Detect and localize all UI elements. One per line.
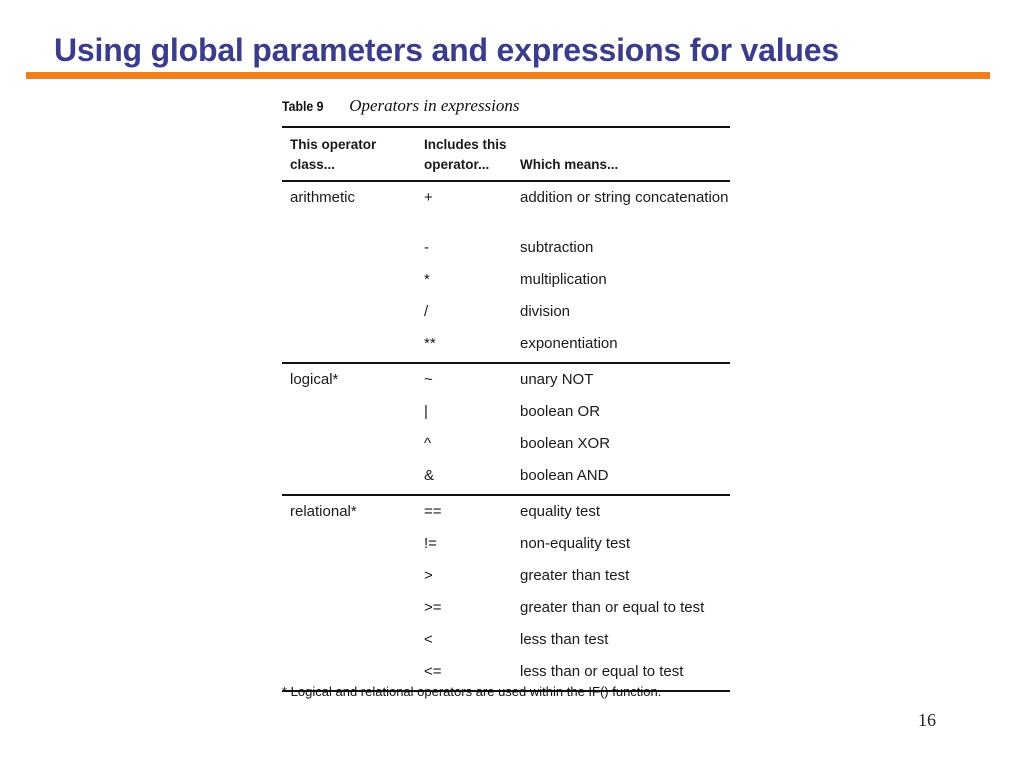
operator-cell: ** <box>424 335 436 352</box>
meaning-cell: greater than test <box>520 567 630 584</box>
header-operator-line1: Includes this <box>424 137 507 152</box>
meaning-cell: equality test <box>520 503 601 520</box>
table-header-row <box>282 127 730 181</box>
operator-cell: * <box>424 271 430 288</box>
operator-class-cell: arithmetic <box>290 189 356 206</box>
header-class-line2: class... <box>290 157 336 172</box>
operator-class-cell <box>282 534 424 566</box>
meaning-cell: division <box>520 303 571 320</box>
meaning-cell: non-equality test <box>520 535 631 552</box>
table-footnote: * Logical and relational operators are used within the IF() function. <box>282 684 662 699</box>
operator-cell: | <box>424 403 428 420</box>
table-label: Table 9 <box>282 98 324 114</box>
meaning-cell: multiplication <box>520 271 607 288</box>
operator-class-cell <box>282 238 424 270</box>
table-row <box>282 334 730 363</box>
table-row <box>282 466 730 495</box>
table-row <box>282 238 730 270</box>
slide-title: Using global parameters and expressions for values <box>54 32 839 68</box>
table-row <box>282 566 730 598</box>
table-caption <box>282 96 520 116</box>
operator-cell: / <box>424 303 429 320</box>
table-row <box>282 534 730 566</box>
operator-cell: + <box>424 189 433 206</box>
table-row <box>282 434 730 466</box>
meaning-cell: unary NOT <box>520 371 594 388</box>
operator-class-cell: relational* <box>290 503 357 520</box>
page-number: 16 <box>918 710 936 730</box>
operator-class-cell <box>282 402 424 434</box>
operator-class-cell <box>282 302 424 334</box>
operator-cell: > <box>424 567 433 584</box>
meaning-cell: less than test <box>520 631 609 648</box>
operator-cell: >= <box>424 599 442 616</box>
header-class-line1: This operator <box>290 137 377 152</box>
operator-cell: == <box>424 503 442 520</box>
operator-class-cell <box>282 598 424 630</box>
header-operator-class <box>282 127 424 181</box>
table-row <box>282 598 730 630</box>
table-row <box>282 181 730 238</box>
table-row <box>282 363 730 402</box>
meaning-cell: addition or string concatenation <box>520 189 729 206</box>
title-underline <box>26 72 990 79</box>
operators-table <box>282 126 730 692</box>
operator-cell: ^ <box>424 435 432 452</box>
operator-class-cell <box>282 566 424 598</box>
operator-class-cell <box>282 434 424 466</box>
operator-cell: <= <box>424 663 442 680</box>
header-operator-line2: operator... <box>424 157 490 172</box>
meaning-cell: boolean OR <box>520 403 601 420</box>
table-row <box>282 630 730 662</box>
operator-cell: ~ <box>424 371 433 388</box>
table-caption-text: Operators in expressions <box>349 96 520 115</box>
meaning-cell: exponentiation <box>520 335 618 352</box>
meaning-cell: boolean AND <box>520 467 609 484</box>
meaning-cell: subtraction <box>520 239 594 256</box>
operator-cell: - <box>424 239 429 256</box>
table-row <box>282 402 730 434</box>
meaning-cell: greater than or equal to test <box>520 599 705 616</box>
operator-cell: & <box>424 467 435 484</box>
operator-cell: != <box>424 535 437 552</box>
operator-class-cell <box>282 466 424 495</box>
table-row <box>282 495 730 534</box>
table-row <box>282 270 730 302</box>
header-operator <box>424 127 520 181</box>
operator-class-cell: logical* <box>290 371 339 388</box>
operator-class-cell <box>282 630 424 662</box>
table-body <box>282 181 730 691</box>
operator-class-cell <box>282 270 424 302</box>
operator-class-cell <box>282 334 424 363</box>
table-row <box>282 302 730 334</box>
operator-cell: < <box>424 631 433 648</box>
meaning-cell: boolean XOR <box>520 435 611 452</box>
meaning-cell: less than or equal to test <box>520 663 684 680</box>
header-meaning: Which means... <box>520 157 619 172</box>
